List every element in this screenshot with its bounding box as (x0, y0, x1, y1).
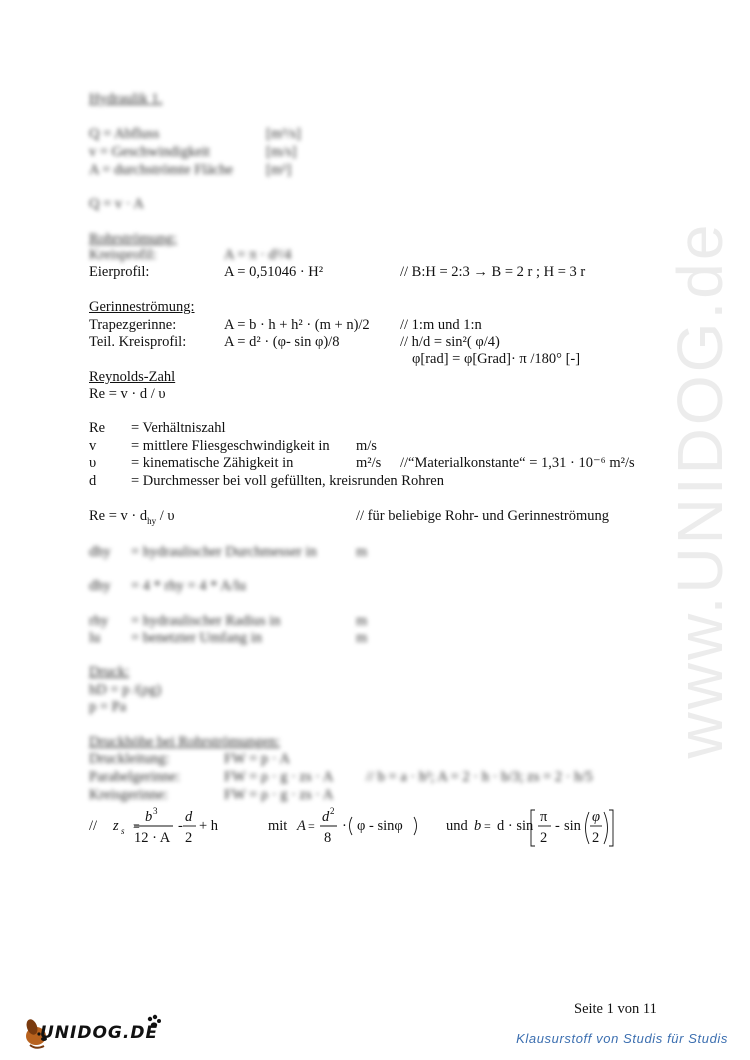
math-d2-exp: 2 (330, 806, 335, 816)
math-z-sub: s (121, 826, 125, 836)
footer-tagline: Klausurstoff von Studis für Studis (516, 1031, 728, 1046)
eierprofil-formula: A = 0,51046 · H² (224, 264, 324, 280)
def-v-desc: = mittlere Fliesgeschwindigkeit in (131, 438, 330, 454)
lu-desc: = benetzter Umfang in (131, 630, 262, 646)
def-v-symbol: v (89, 438, 97, 454)
teilkreis-label: Teil. Kreisprofil: (89, 334, 187, 350)
math-phi-minus-sin: φ - sinφ (357, 818, 403, 834)
def-d-symbol: d (89, 473, 97, 489)
bracket-right (609, 810, 613, 846)
def-nu-unit: m²/s (356, 455, 382, 471)
def-d-desc: = Durchmesser bei voll gefüllten, kreisrunden Rohren (131, 473, 444, 489)
math-two-b: 2 (540, 830, 548, 846)
trapez-note: // 1:m und 1:n (400, 317, 482, 333)
math-prefix: // (89, 818, 98, 834)
math-d2: d (322, 809, 330, 825)
math-sin: sin (564, 818, 581, 834)
rhy-unit: m (356, 613, 368, 629)
gerinne-heading: Gerinneströmung: (89, 299, 195, 315)
math-mit: mit (268, 818, 288, 834)
continuity-equation: Q = v · A (89, 196, 144, 212)
math-minus2: - (555, 818, 560, 834)
druck-line2: p = Pa (89, 699, 127, 715)
kreisgerinne-formula: FW = ρ · g · zs · A (224, 787, 334, 803)
parabel-label: Parabelgerinne: (89, 769, 180, 785)
watermark-text: www.UNIDOG.de (664, 221, 736, 759)
math-dot: · (342, 818, 347, 834)
math-minus1: - (178, 818, 183, 834)
math-eq2: = (308, 819, 315, 833)
reynolds-formula: Re = v · d / υ (89, 386, 166, 402)
kreisgerinne-label: Kreisgerinne: (89, 787, 168, 803)
math-phi: φ (592, 809, 601, 825)
page-number: Seite 1 von 11 (574, 1001, 657, 1017)
def-nu-symbol: υ (89, 455, 97, 471)
teilkreis-formula: A = d² · (φ- sin φ)/8 (224, 334, 340, 350)
logo-text: UNIDOG.DE (40, 1023, 159, 1043)
a-definition: A = durchströmte Fläche (89, 162, 233, 178)
phi-conversion: φ[rad] = φ[Grad]· π /180° [-] (412, 351, 581, 367)
paren-right-2 (604, 812, 608, 844)
eierprofil-note: // B:H = 2:3 → B = 2 r ; H = 3 r (400, 264, 586, 280)
def-nu-note: //“Materialkonstante“ = 1,31 · 10⁻⁶ m²/s (400, 455, 635, 471)
lu-symbol: lu (89, 630, 101, 646)
paren-left (350, 817, 353, 835)
def-nu-desc: = kinematische Zähigkeit in (131, 455, 294, 471)
teilkreis-note: // h/d = sin²( φ/4) (400, 334, 500, 350)
rhy-symbol: rhy (89, 613, 109, 629)
druck-heading: Druck: (89, 664, 130, 680)
math-d-sin: d · sin (497, 818, 534, 834)
parabel-note: // b = a · h²; A = 2 · h · b/3; zs = 2 · h/5 (366, 769, 593, 785)
rhy-desc: = hydraulischer Radius in (131, 613, 281, 629)
math-eq: = (133, 819, 140, 833)
math-b3-exp: 3 (153, 806, 158, 816)
reynolds-hy-note: // für beliebige Rohr- und Gerinneströmung (356, 508, 609, 524)
trapez-formula: A = b · h + h² · (m + n)/2 (224, 317, 370, 333)
math-plus-h: + h (199, 818, 219, 834)
math-den1: 12 · A (134, 830, 171, 846)
kreisprofil-label: Kreisprofil: (89, 247, 157, 263)
math-d: d (185, 809, 193, 825)
math-eq3: = (484, 819, 491, 833)
druckleitung-formula: FW = p · A (224, 751, 290, 767)
rohr-heading: Rohrströmung: (89, 231, 177, 247)
paren-right (414, 817, 417, 835)
v-definition: v = Geschwindigkeit (89, 144, 210, 160)
paren-left-2 (586, 812, 590, 844)
math-two-c: 2 (592, 830, 600, 846)
dhy-desc: = hydraulischer Durchmesser in (131, 544, 317, 560)
dhy-symbol: dhy (89, 544, 111, 560)
druckleitung-label: Druckleitung: (89, 751, 170, 767)
dhy2-symbol: dhy (89, 578, 111, 594)
math-b3: b (145, 809, 153, 825)
q-definition: Q = Abfluss (89, 126, 160, 142)
kreisprofil-formula: A = π · d²/4 (224, 247, 292, 263)
math-A: A (297, 818, 306, 834)
druckhoehe-heading: Druckhöhe bei Rohrströmungen: (89, 734, 280, 750)
doc-title: Hydraulik 1. (89, 91, 163, 107)
def-re-symbol: Re (89, 420, 106, 436)
eierprofil-label: Eierprofil: (89, 264, 150, 280)
v-unit: [m/s] (266, 144, 297, 160)
reynolds-hy-formula: $Re = v \cdot d_{hy} / \upsilon$ (89, 508, 175, 526)
def-re-desc: = Verhältniszahl (131, 420, 226, 436)
math-pi: π (540, 809, 548, 825)
a-unit: [m²] (266, 162, 292, 178)
lu-unit: m (356, 630, 368, 646)
math-z: z (113, 818, 119, 834)
def-v-unit: m/s (356, 438, 377, 454)
math-und: und (446, 818, 468, 834)
math-b: b (474, 818, 482, 834)
q-unit: [m³/s] (266, 126, 301, 142)
trapez-label: Trapezgerinne: (89, 317, 177, 333)
math-two: 2 (185, 830, 193, 846)
reynolds-heading: Reynolds-Zahl (89, 369, 176, 385)
math-eight: 8 (324, 830, 332, 846)
dhy-unit: m (356, 544, 368, 560)
dhy2-formula: = 4 * rhy = 4 * A/lu (131, 578, 247, 594)
parabel-formula: FW = ρ · g · zs · A (224, 769, 334, 785)
druck-line1: hD = p /(ρg) (89, 682, 162, 698)
